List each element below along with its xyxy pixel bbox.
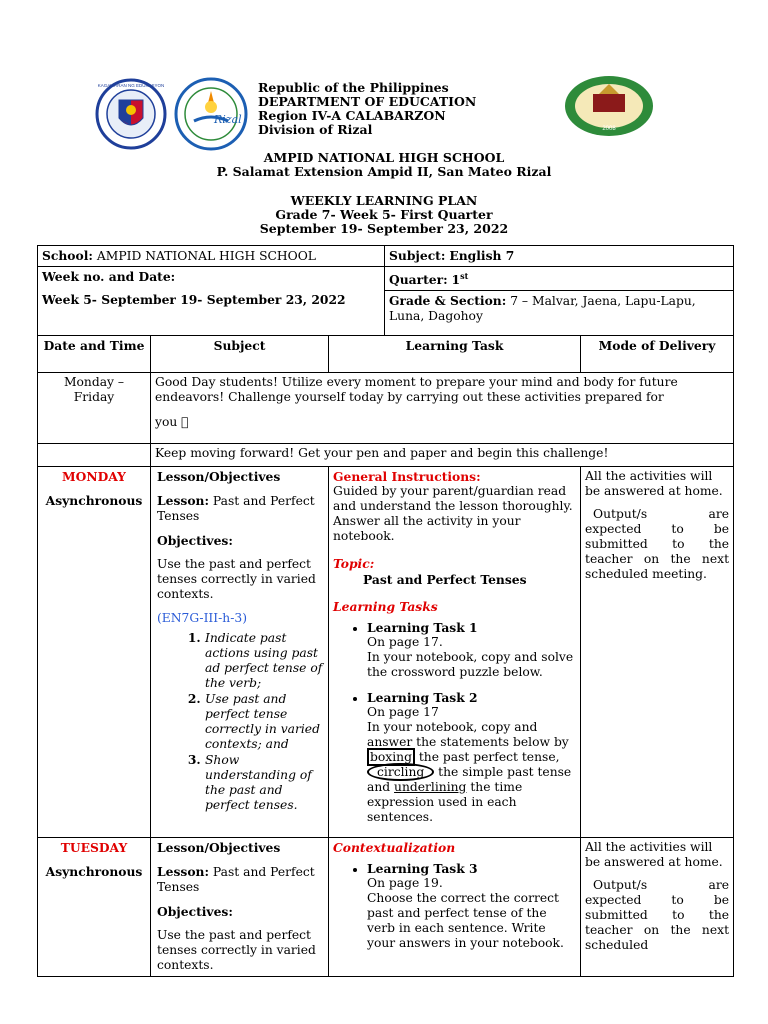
intro-days: Monday – Friday [38,373,151,444]
monday-delivery-cell: All the activities will be answered at home. Output/s are expected to be submitted to the teacher on the next scheduled meeting. [581,467,734,838]
info-row-school [38,246,734,267]
objective-item: 3. Show understanding of the past and perfect tenses. [205,752,324,813]
header-republic: Republic of the Philippines [258,80,449,95]
monday-day-cell: MONDAY Asynchronous [38,467,151,838]
subject-cell: Subject: English 7 [385,246,734,267]
tuesday-day-cell: TUESDAY Asynchronous [38,838,151,977]
svg-text:KAGAWARAN NG EDUKASYON: KAGAWARAN NG EDUKASYON [97,83,165,88]
monday-task-cell: General Instructions: Guided by your parent/guardian read and understand the lesson thoroughly. Answer all the activity in your notebook. Topic: Past and Perfect Tenses Learning Tasks • Learning Task 1 On page 17. In your notebook, copy and solve the crossword puzzle below. • Learning Task 2 On page 17 In your notebook, copy and answer the statements below by boxing the past perfect tense, circling the simple past tense and underlining the time expression used in each sentences. [329,467,581,838]
tuesday-task-list [333,861,576,951]
rizal-seal-logo [174,77,248,151]
header-school-name: AMPID NATIONAL HIGH SCHOOL [263,150,505,165]
school-seal-logo [563,74,655,138]
intro-row [38,373,734,444]
learning-task-3: • Learning Task 3 On page 19. Choose the correct the correct past and perfect tense of the verb in each sentence. Write your answers in your notebook. [367,861,576,951]
monday-row [38,467,734,838]
monday-task-list [333,620,576,825]
col-subject: Subject [151,336,329,373]
tuesday-task-cell: Contextualization • Learning Task 3 On page 19. Choose the correct the correct past and perfect tense of the verb in each sentence. Write your answers in your notebook. [329,838,581,977]
weekly-learning-plan-table [37,245,734,977]
competency-code: (EN7G-III-h-3) [157,611,247,625]
tuesday-delivery-cell: All the activities will be answered at home. Output/s are expected to be submitted to the teacher on the next scheduled [581,838,734,977]
learning-task-2: • Learning Task 2 On page 17 In your notebook, copy and answer the statements below by boxing the past perfect tense, circling the simple past tense and underlining the time expression used in each sentences. [367,690,576,825]
objective-item: 1. Indicate past actions using past ad perfect tense of the verb; [205,630,324,691]
intro-greeting: Good Day students! Utilize every moment to prepare your mind and body for future endeavors! Challenge yourself today by carrying out these activities prepared for you [151,373,734,444]
plan-dates: September 19- September 23, 2022 [259,221,509,236]
plan-grade-week: Grade 7- Week 5- First Quarter [275,207,493,222]
info-row-week [38,267,734,291]
deped-seal-logo [95,78,167,150]
grade-section-cell: Grade & Section: 7 – Malvar, Jaena, Lapu-Lapu, Luna, Dagohoy [385,291,734,336]
header-division: Division of Rizal [258,122,373,137]
keep-moving-row [38,444,734,467]
svg-text:2008: 2008 [602,126,616,132]
col-mode: Mode of Delivery [581,336,734,373]
monday-lesson-cell: Lesson/Objectives Lesson: Past and Perfect Tenses Objectives: Use the past and perfect tenses correctly in varied contexts. (EN7G-III-h-3) 1. Indicate past actions using past ad perfect tense of the verb; 2. Use past and perfect tense correctly in varied contexts; and 3. Show understanding of the past and perfect tenses. [151,467,329,838]
objectives-list [157,630,324,813]
header-department: DEPARTMENT OF EDUCATION [258,94,477,109]
col-date-time: Date and Time [38,336,151,373]
col-learning-task: Learning Task [329,336,581,373]
learning-task-1: • Learning Task 1 On page 17. In your notebook, copy and solve the crossword puzzle below. [367,620,576,680]
tuesday-lesson-cell: Lesson/Objectives Lesson: Past and Perfect Tenses Objectives: Use the past and perfect tenses correctly in varied contexts. [151,838,329,977]
plan-title: WEEKLY LEARNING PLAN [290,193,478,208]
column-header-row [38,336,734,373]
quarter-cell: Quarter: 1st [385,267,734,291]
svg-text:Rizal: Rizal [214,113,242,126]
header-region: Region IV-A CALABARZON [258,108,446,123]
school-cell: School: AMPID NATIONAL HIGH SCHOOL [38,246,385,267]
objective-item: 2. Use past and perfect tense correctly in varied contexts; and [205,691,324,752]
keep-moving-text: Keep moving forward! Get your pen and paper and begin this challenge! [151,444,734,467]
header-address: P. Salamat Extension Ampid II, San Mateo Rizal [216,164,552,179]
week-cell: Week no. and Date: Week 5- September 19- September 23, 2022 [38,267,385,336]
tuesday-row [38,838,734,977]
